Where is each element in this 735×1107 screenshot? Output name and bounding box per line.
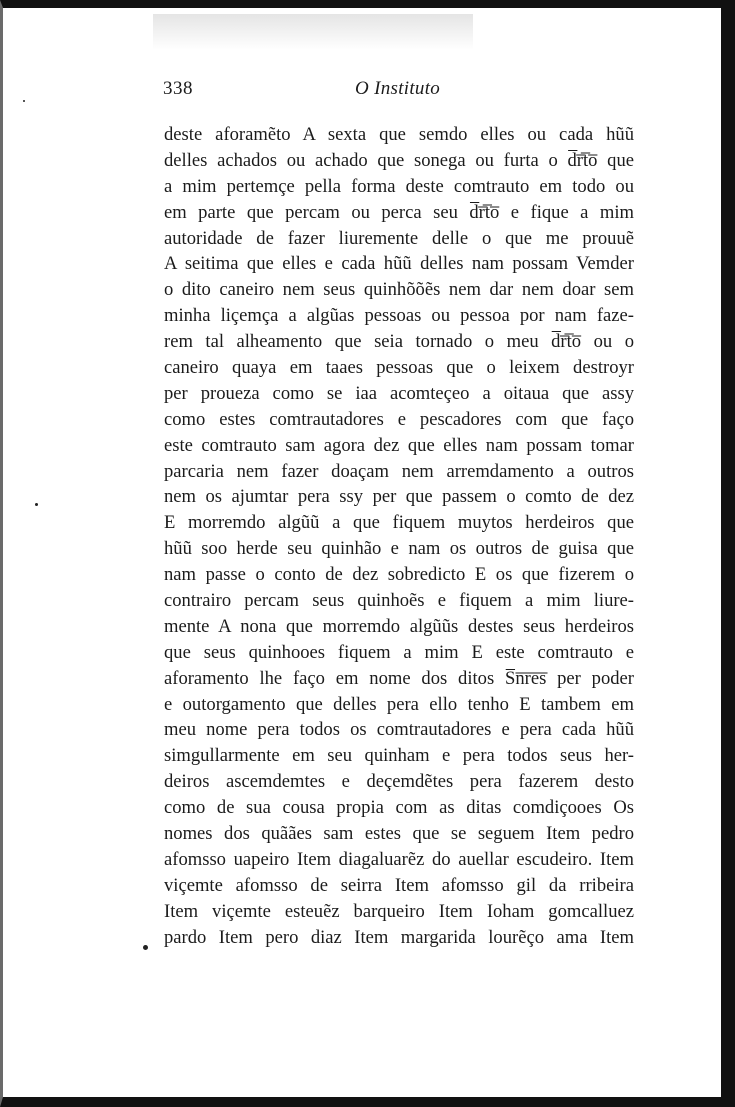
text-line: aforamento lhe faço em nome dos ditos S̅n̅r̅e̅s̅ per poder	[164, 667, 634, 689]
text-line: viçemte afomsso de seirra Item afomsso gil da rribeira	[164, 874, 634, 896]
text-line: e outorgamento que delles pera ello tenho E tambem em	[164, 693, 634, 715]
text-line: simgullarmente em seu quinham e pera todos seus her-	[164, 745, 634, 767]
text-line: Item viçemte esteuẽz barqueiro Item Ioham gomcalluez	[164, 900, 634, 922]
text-line: E morremdo algũũ a que fiquem muytos herdeiros que	[164, 512, 634, 534]
text-line: o dito caneiro nem seus quinhõõẽs nem dar nem doar sem	[164, 279, 634, 301]
text-line: este comtrauto sam agora dez que elles nam possam tomar	[164, 434, 634, 456]
text-line: nem os ajumtar pera ssy per que passem o comto de dez	[164, 486, 634, 508]
text-line: em parte que percam ou perca seu d̅r̅t̅o̅ e fique a mim	[164, 201, 634, 223]
text-line: mente A nona que morremdo algũũs destes seus herdeiros	[164, 615, 634, 637]
text-line: nam passe o conto de dez sobredicto E os que fizerem o	[164, 564, 634, 586]
text-line: afomsso uapeiro Item diagaluarẽz do auellar escudeiro. Item	[164, 848, 634, 870]
scan-speck	[35, 503, 38, 506]
text-line: A seitima que elles e cada hũũ delles nam possam Vemder	[164, 253, 634, 275]
text-line: parcaria nem fazer doaçam nem arremdamento a outros	[164, 460, 634, 482]
running-title: O Instituto	[355, 78, 441, 99]
text-line: deiros ascemdemtes e deçemdẽtes pera fazerem desto	[164, 771, 634, 793]
text-line: delles achados ou achado que sonega ou furta o d̅r̅t̅o̅ que	[164, 149, 634, 171]
text-line: nomes dos quãães sam estes que se seguem Item pedro	[164, 823, 634, 845]
scan-speck	[23, 100, 25, 102]
text-line: meu nome pera todos os comtrautadores e pera cada hũũ	[164, 719, 634, 741]
text-line: hũũ soo herde seu quinhão e nam os outros de guisa que	[164, 538, 634, 560]
text-line: autoridade de fazer liuremente delle o que me prouuẽ	[164, 227, 634, 249]
text-line: contrairo percam seus quinhoẽs e fiquem a mim liure-	[164, 590, 634, 612]
text-line: deste aforamẽto A sexta que semdo elles ou cada hũũ	[164, 124, 634, 145]
text-line: minha liçemça a algũas pessoas ou pessoa por nam faze-	[164, 305, 634, 327]
text-line: como estes comtrautadores e pescadores com que faço	[164, 408, 634, 430]
scan-smudge	[153, 14, 473, 50]
body-text	[164, 122, 634, 951]
text-line: rem tal alheamento que seia tornado o meu d̅r̅t̅o̅ ou o	[164, 331, 634, 353]
text-line: a mim pertemçe pella forma deste comtrauto em todo ou	[164, 175, 634, 197]
text-line: per proueza como se iaa acomteçeo a oitaua que assy	[164, 382, 634, 404]
text-line: que seus quinhooes fiquem a mim E este comtrauto e	[164, 641, 634, 663]
text-line: pardo Item pero diaz Item margarida lourẽço ama Item	[164, 926, 634, 948]
scan-speck	[143, 945, 148, 950]
text-line: caneiro quaya em taaes pessoas que o leixem destroyr	[164, 357, 634, 379]
page-number: 338	[163, 78, 193, 99]
text-line: como de sua cousa propia com as ditas comdiçooes Os	[164, 797, 634, 819]
